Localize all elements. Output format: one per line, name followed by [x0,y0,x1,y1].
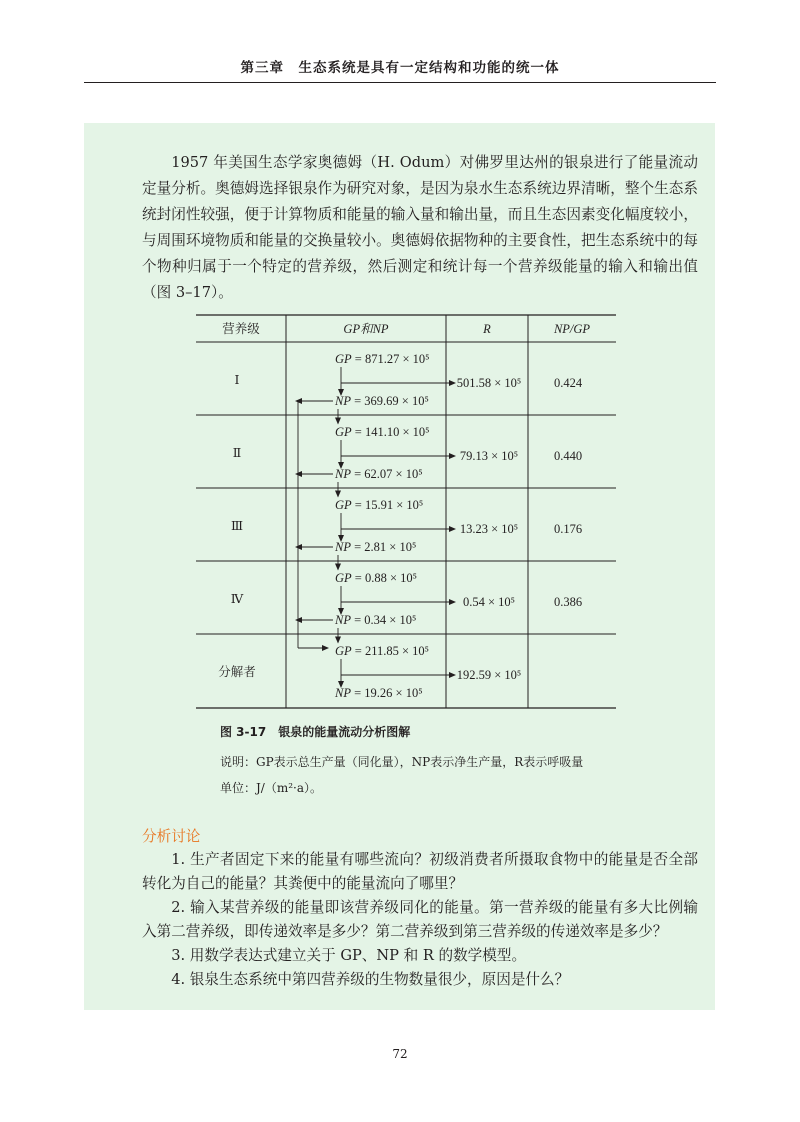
ratio-value: 0.440 [553,449,583,463]
np-value: NP = 62.07 × 10⁵ [335,467,423,481]
gp-value: GP = 0.88 × 10⁵ [335,571,418,585]
gp-value: GP = 871.27 × 10⁵ [335,352,430,366]
ratio-value: 0.424 [553,376,583,390]
level-label: Ⅳ [230,592,244,606]
figure-note: 说明：GP表示总生产量（同化量），NP表示净生产量，R表示呼吸量 [220,755,584,769]
ratio-value: 0.176 [553,522,583,536]
table-header [222,321,590,336]
level-label: Ⅱ [232,446,242,460]
discussion-title: 分析讨论 [142,828,201,845]
np-value: NP = 0.34 × 10⁵ [335,613,417,627]
figure-caption: 图 3-17 银泉的能量流动分析图解 [220,725,411,739]
r-value: 192.59 × 10⁵ [456,668,522,682]
level-label: 分解者 [218,665,256,679]
level-label: Ⅰ [234,373,240,387]
figure-unit: 单位：J/（m²·a）。 [220,781,323,795]
ratio-value: 0.386 [553,595,583,609]
gp-value: GP = 211.85 × 10⁵ [335,644,430,658]
page-number: 72 [392,1047,408,1061]
question-item: 1. 生产者固定下来的能量有哪些流向？初级消费者所摄取食物中的能量是否全部转化为自己的能量？其粪便中的能量流向了哪里？ [142,851,698,892]
level-label: Ⅲ [230,519,244,533]
r-value: 13.23 × 10⁵ [459,522,519,536]
gp-value: GP = 141.10 × 10⁵ [335,425,430,439]
r-value: 0.54 × 10⁵ [462,595,516,609]
col-header-ratio: NP/GP [553,322,591,336]
intro-paragraph: 1957 年美国生态学家奥德姆（H. Odum）对佛罗里达州的银泉进行了能量流动定量分析。奥德姆选择银泉作为研究对象，是因为泉水生态系统边界清晰，整个生态系统封闭性较强，便于计算物质和能量的输入量和输出量，而且生态因素变化幅度较小，与周围环境物质和能量的交换量较小。奥德姆依据物种的主要食性，把生态系统中的每个物种归属于一个特定的营养级，然后测定和统计每一个营养级能量的输入和输出值（图 3–17）。 [142,154,698,301]
np-value: NP = 19.26 × 10⁵ [335,686,423,700]
discussion-list [142,848,698,992]
r-value: 79.13 × 10⁵ [459,449,519,463]
col-header-r: R [483,322,491,336]
question-item: 4. 银泉生态系统中第四营养级的生物数量很少，原因是什么？ [171,971,570,988]
np-value: NP = 369.69 × 10⁵ [335,394,429,408]
gp-value: GP = 15.91 × 10⁵ [335,498,424,512]
np-value: NP = 2.81 × 10⁵ [335,540,417,554]
r-value: 501.58 × 10⁵ [456,376,522,390]
question-item: 2. 输入某营养级的能量即该营养级同化的能量。第一营养级的能量有多大比例输入第二营养级，即传递效率是多少？第二营养级到第三营养级的传递效率是多少？ [142,899,698,940]
chapter-header: 第三章 生态系统是具有一定结构和功能的统一体 [240,60,560,76]
question-item: 3. 用数学表达式建立关于 GP、NP 和 R 的数学模型。 [171,947,527,964]
col-header-level: 营养级 [222,322,260,336]
col-header-gp-np: GP和NP [343,322,389,336]
